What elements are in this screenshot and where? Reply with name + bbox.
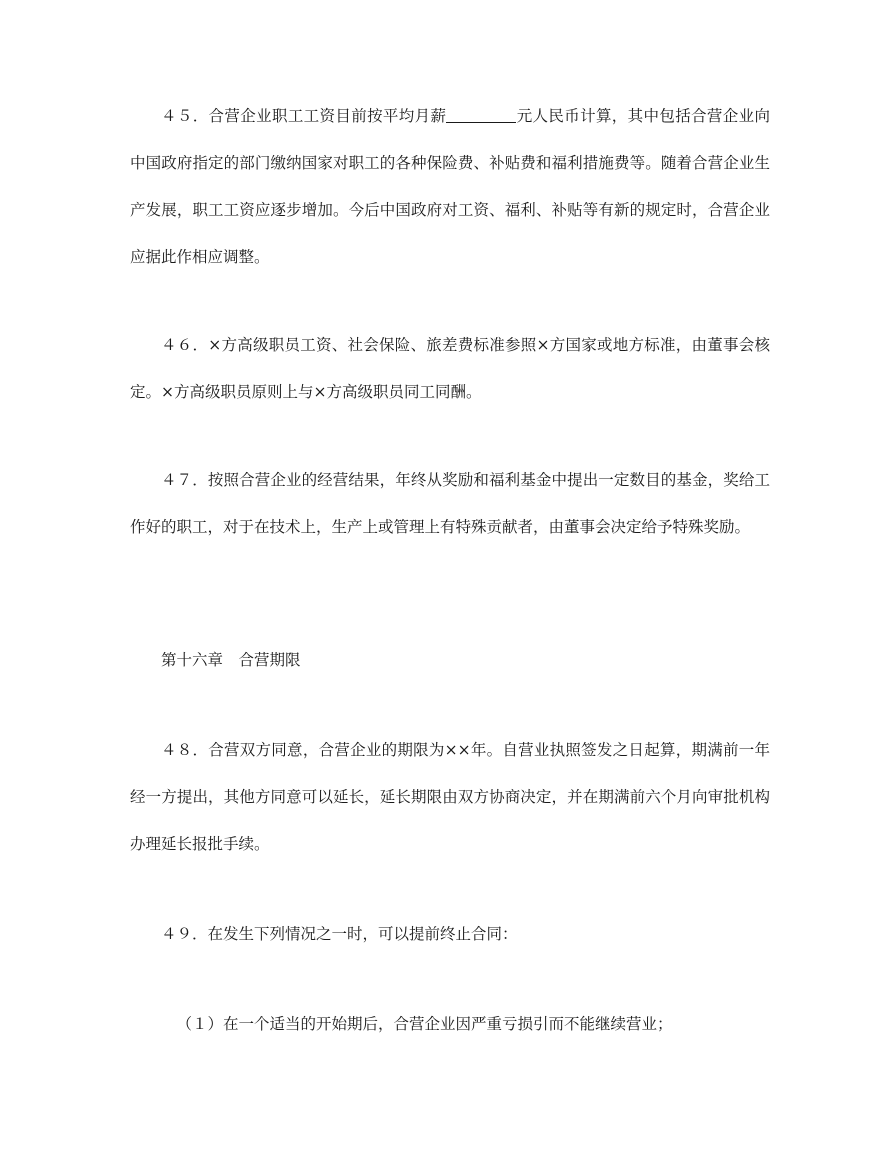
chapter-heading: 第十六章 合营期限 — [161, 651, 301, 669]
paragraph-45-text-end: 元人民币计算，其中包括合营企业向中国政府指定的部门缴纳国家对职工的各种保险费、补贴费和福利措施费等。随着合营企业生产发展，职工工资应逐步增加。今后中国政府对工资、福利、补贴等有新的规定时，合营企业应据此作相应调整。 — [130, 107, 770, 266]
paragraph-48: ４８．合营双方同意，合营企业的期限为××年。自营业执照签发之日起算，期满前一年经一方提出，其他方同意可以延长，延长期限由双方协商决定，并在期满前六个月向审批机构办理延长报批手续。 — [130, 741, 770, 853]
paragraph-49-item-1: （１）在一个适当的开始期后，合营企业因严重亏损引而不能继续营业； — [176, 1015, 673, 1033]
paragraph-45-text-start: ４５．合营企业职工工资目前按平均月薪 — [161, 107, 447, 125]
paragraph-46: ４６．×方高级职员工资、社会保险、旅差费标准参照×方国家或地方标准，由董事会核定。×方高级职员原则上与×方高级职员同工同酬。 — [130, 336, 770, 401]
paragraph-47: ４７．按照合营企业的经营结果，年终从奖励和福利基金中提出一定数目的基金，奖给工作好的职工，对于在技术上，生产上或管理上有特殊贡献者，由董事会决定给予特殊奖励。 — [130, 471, 770, 536]
paragraph-49: ４９．在发生下列情况之一时，可以提前终止合同： — [161, 925, 518, 943]
paragraph-45 — [130, 93, 770, 281]
salary-blank-field — [446, 107, 516, 124]
